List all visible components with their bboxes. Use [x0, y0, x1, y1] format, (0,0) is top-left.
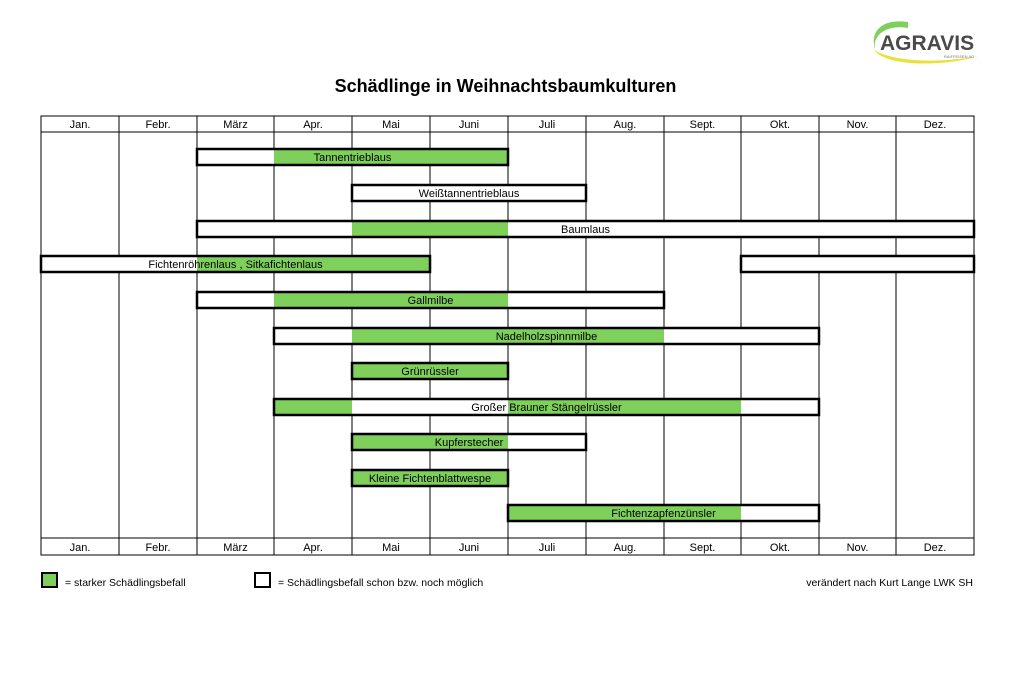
- bar-label: Baumlaus: [561, 224, 610, 236]
- source-note: verändert nach Kurt Lange LWK SH: [806, 577, 973, 589]
- bar-label: Fichtenröhrenlaus , Sitkafichtenlaus: [148, 259, 323, 271]
- legend-strong-swatch: [41, 572, 58, 588]
- logo-subtext: RAIFFEISEN AG: [944, 54, 975, 59]
- bar-strong: [274, 292, 508, 308]
- month-label-bottom: Dez.: [923, 542, 947, 554]
- month-label-bottom: Apr.: [303, 542, 323, 554]
- month-label-top: Mai: [382, 119, 400, 131]
- month-label-top: Dez.: [923, 119, 947, 131]
- bar-strong: [352, 221, 508, 237]
- month-label-top: Okt.: [769, 119, 791, 131]
- month-label-bottom: Aug.: [613, 542, 637, 554]
- bar-label: Weißtannentrieblaus: [418, 188, 520, 200]
- legend-possible-swatch: [254, 572, 271, 588]
- bar-label: Tannentrieblaus: [313, 152, 392, 164]
- bar-label: Kleine Fichtenblattwespe: [368, 473, 492, 485]
- legend-possible-label: = Schädlingsbefall schon bzw. noch möglich: [278, 577, 484, 589]
- month-label-top: Apr.: [303, 119, 323, 131]
- legend-strong-label: = starker Schädlingsbefall: [65, 577, 186, 589]
- month-label-bottom: März: [223, 542, 248, 554]
- month-label-bottom: Febr.: [145, 542, 171, 554]
- month-label-bottom: Nov.: [846, 542, 869, 554]
- bar-label: Gallmilbe: [407, 295, 454, 307]
- month-label-top: Febr.: [145, 119, 171, 131]
- bar-label: Grünrüssler: [401, 366, 459, 378]
- month-label-top: Aug.: [613, 119, 637, 131]
- bar-label: Fichtenzapfenzünsler: [611, 508, 716, 520]
- month-label-bottom: Mai: [382, 542, 400, 554]
- month-label-top: Juni: [458, 119, 480, 131]
- month-label-top: Jan.: [69, 119, 91, 131]
- month-label-bottom: Jan.: [69, 542, 91, 554]
- month-label-top: Sept.: [689, 119, 716, 131]
- bar-label: Großer Brauner Stängelrüssler: [471, 402, 622, 414]
- bar-label: Kupferstecher: [434, 437, 504, 449]
- month-label-top: Juli: [538, 119, 556, 131]
- bar-possible-fill: [741, 256, 974, 272]
- bar-strong: [274, 399, 352, 415]
- bar-label: Nadelholzspinnmilbe: [495, 331, 598, 343]
- logo-text: AGRAVIS: [880, 32, 975, 55]
- month-label-bottom: Juni: [458, 542, 480, 554]
- month-label-bottom: Sept.: [689, 542, 716, 554]
- month-label-bottom: Juli: [538, 542, 556, 554]
- month-label-top: Nov.: [846, 119, 869, 131]
- chart-title: Schädlinge in Weihnachtsbaumkulturen: [334, 76, 677, 96]
- month-label-top: März: [223, 119, 248, 131]
- month-label-bottom: Okt.: [769, 542, 791, 554]
